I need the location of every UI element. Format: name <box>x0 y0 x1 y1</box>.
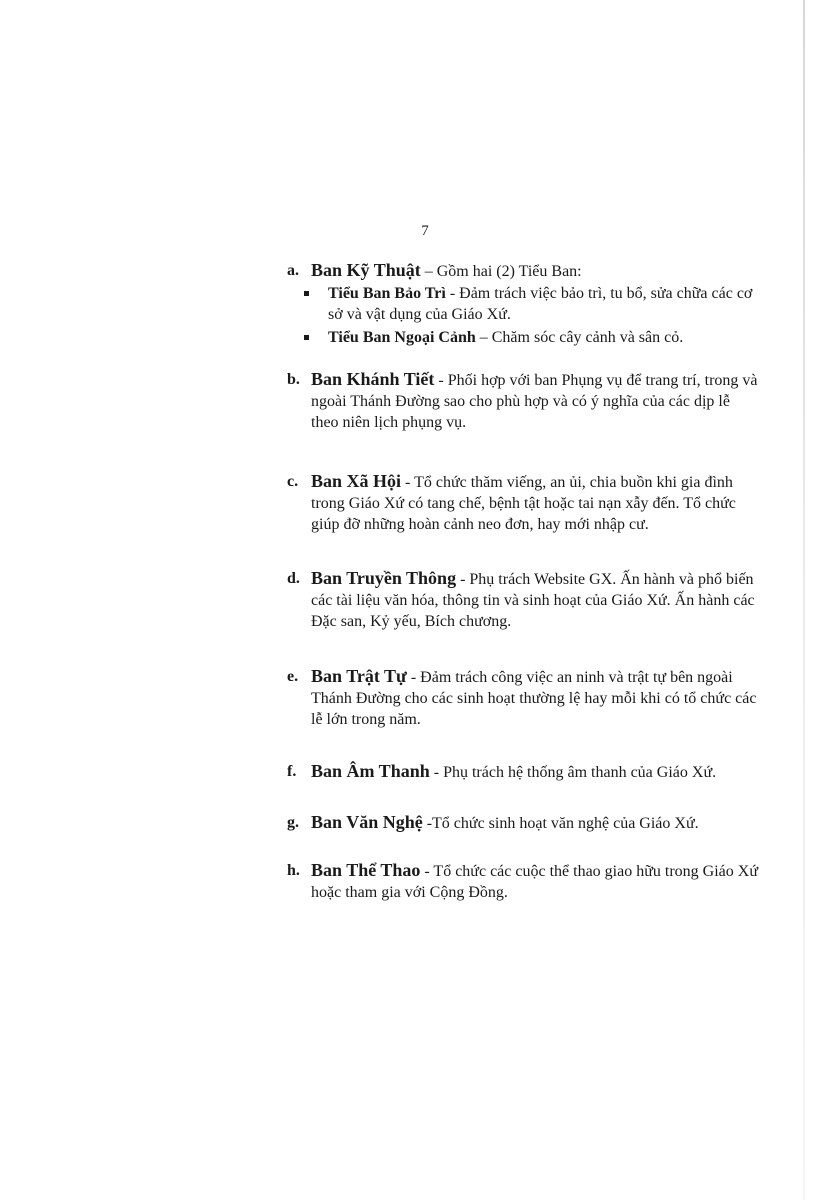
section-letter: e. <box>287 668 299 685</box>
section-truyen-thong <box>0 568 761 632</box>
section-title: Ban Âm Thanh <box>311 761 430 781</box>
section-description: – Gồm hai (2) Tiểu Ban: <box>420 263 582 280</box>
sub-committee-title: Tiểu Ban Bảo Trì <box>328 285 446 302</box>
square-bullet-icon <box>304 335 309 340</box>
section-letter: a. <box>287 262 299 279</box>
section-letter: b. <box>287 371 300 388</box>
section-title: Ban Trật Tự <box>311 666 407 686</box>
section-description: - Tổ chức các cuộc thể thao giao hữu trong Giáo Xứ hoặc tham gia với Cộng Đồng. <box>311 863 758 901</box>
section-van-nghe <box>0 812 761 834</box>
sub-committee-description: – Chăm sóc cây cảnh và sân cỏ. <box>475 329 684 346</box>
document-body <box>0 260 819 903</box>
section-letter: g. <box>287 814 299 831</box>
section-title: Ban Truyền Thông <box>311 568 457 588</box>
sub-committee-item <box>311 283 761 325</box>
section-am-thanh <box>0 761 761 783</box>
sub-committee-item <box>311 327 761 348</box>
section-letter: d. <box>287 570 300 587</box>
section-description: - Tổ chức thăm viếng, an ủi, chia buồn khi gia đình trong Giáo Xứ có tang chế, bệnh tật hoặc tai nạn xẫy đến. Tổ chức giúp đỡ những hoàn cảnh neo đơn, hay mới nhập cư. <box>311 474 736 533</box>
section-letter: h. <box>287 862 300 879</box>
section-title: Ban Kỹ Thuật <box>311 260 421 280</box>
section-letter: c. <box>287 473 299 490</box>
sub-committee-description: - Đảm trách việc bảo trì, tu bổ, sửa chữa các cơ sở và vật dụng của Giáo Xứ. <box>328 285 753 323</box>
section-khanh-tiet <box>0 369 761 433</box>
square-bullet-icon <box>304 291 309 296</box>
section-description: - Phối hợp với ban Phụng vụ để trang trí, trong và ngoài Thánh Đường sao cho phù hợp và có ý nghĩa của các dịp lễ theo niên lịch phụng vụ. <box>311 372 758 431</box>
sub-committee-list <box>311 283 761 348</box>
sub-committee-title: Tiểu Ban Ngoại Cảnh <box>328 329 476 346</box>
section-title: Ban Thể Thao <box>311 860 421 880</box>
section-xa-hoi <box>0 471 761 535</box>
section-description: -Tổ chức sinh hoạt văn nghệ của Giáo Xứ. <box>422 815 699 832</box>
section-letter: f. <box>287 763 297 780</box>
section-description: - Đảm trách công việc an ninh và trật tự bên ngoài Thánh Đường cho các sinh hoạt thường lệ hay mỗi khi có tổ chức các lễ lớn trong năm. <box>311 669 757 728</box>
section-trat-tu <box>0 666 761 730</box>
section-description: - Phụ trách Website GX. Ấn hành và phổ biến các tài liệu văn hóa, thông tin và sinh hoạt của Giáo Xứ. Ấn hành các Đặc san, Kỷ yếu, Bích chương. <box>311 571 755 630</box>
page-number: 7 <box>421 223 429 239</box>
section-the-thao <box>0 860 761 903</box>
section-description: - Phụ trách hệ thống âm thanh của Giáo Xứ. <box>429 764 717 781</box>
section-title: Ban Xã Hội <box>311 471 402 491</box>
section-ky-thuat <box>0 260 761 348</box>
section-title: Ban Văn Nghệ <box>311 812 423 832</box>
section-title: Ban Khánh Tiết <box>311 369 435 389</box>
